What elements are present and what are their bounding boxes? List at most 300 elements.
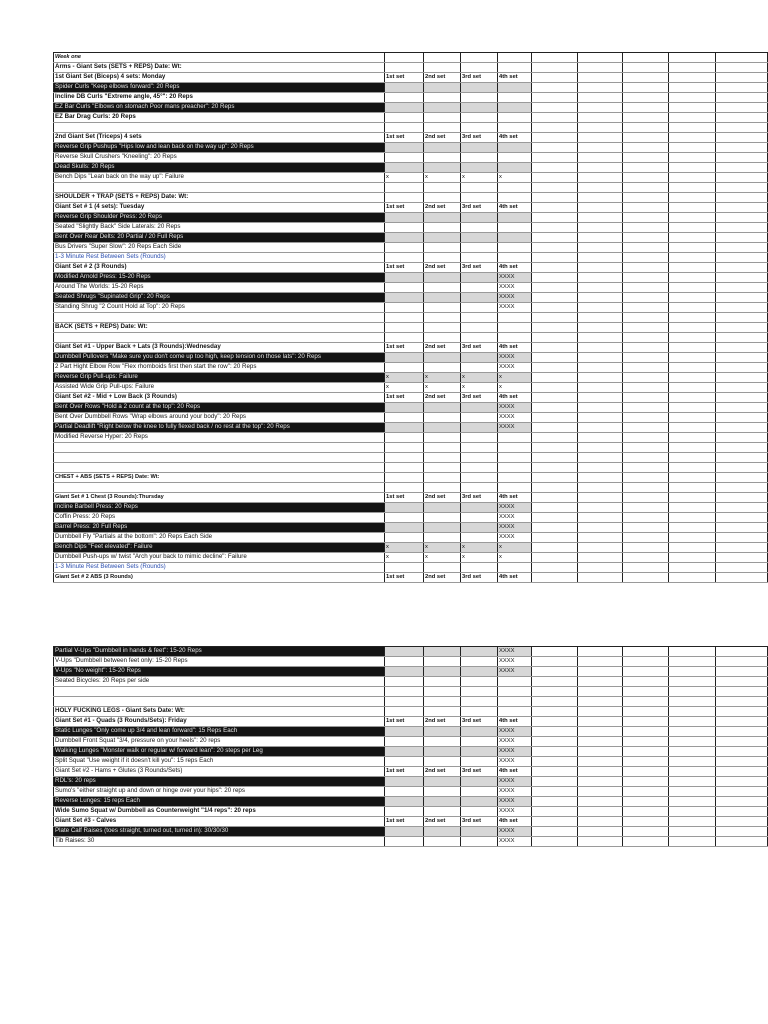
exercise-label: Reverse Grip Shoulder Press: 20 Reps <box>54 213 385 223</box>
set-cell-3 <box>461 533 498 543</box>
set-cell-1: x <box>385 543 424 553</box>
set-cell-4: XXXX <box>498 403 532 413</box>
exercise-label <box>54 697 385 707</box>
set-cell-2: 2nd set <box>424 263 461 273</box>
extra-cell <box>532 453 578 463</box>
extra-cell <box>716 303 768 313</box>
set-cell-4: XXXX <box>498 797 532 807</box>
set-cell-4: XXXX <box>498 533 532 543</box>
set-cell-1 <box>385 707 424 717</box>
exercise-label <box>54 333 385 343</box>
extra-cell <box>623 53 669 63</box>
set-cell-2 <box>424 53 461 63</box>
extra-cell <box>578 657 623 667</box>
extra-cell <box>669 697 716 707</box>
extra-cell <box>669 413 716 423</box>
table-row <box>54 757 768 767</box>
table-row <box>54 243 768 253</box>
set-cell-4: XXXX <box>498 757 532 767</box>
extra-cell <box>532 727 578 737</box>
extra-cell <box>669 433 716 443</box>
extra-cell <box>578 233 623 243</box>
extra-cell <box>716 837 768 847</box>
set-cell-2: 2nd set <box>424 133 461 143</box>
set-cell-3 <box>461 313 498 323</box>
table-row <box>54 657 768 667</box>
set-cell-1 <box>385 737 424 747</box>
set-cell-4: XXXX <box>498 283 532 293</box>
extra-cell <box>532 657 578 667</box>
extra-cell <box>532 113 578 123</box>
extra-cell <box>716 143 768 153</box>
exercise-label: Seated "Slightly Back" Side Laterals: 20 Reps <box>54 223 385 233</box>
extra-cell <box>578 543 623 553</box>
extra-cell <box>578 83 623 93</box>
extra-cell <box>716 413 768 423</box>
set-cell-2: 2nd set <box>424 343 461 353</box>
set-cell-3 <box>461 647 498 657</box>
extra-cell <box>716 523 768 533</box>
extra-cell <box>716 383 768 393</box>
extra-cell <box>716 827 768 837</box>
extra-cell <box>532 443 578 453</box>
extra-cell <box>623 563 669 573</box>
set-cell-1 <box>385 153 424 163</box>
set-cell-3: 3rd set <box>461 263 498 273</box>
table-row <box>54 697 768 707</box>
extra-cell <box>532 223 578 233</box>
extra-cell <box>669 503 716 513</box>
set-cell-4 <box>498 233 532 243</box>
extra-cell <box>578 363 623 373</box>
set-cell-3 <box>461 423 498 433</box>
set-cell-2 <box>424 463 461 473</box>
set-cell-4: XXXX <box>498 667 532 677</box>
extra-cell <box>623 697 669 707</box>
exercise-label: Split Squat "Use weight if it doesn't kill you": 15 reps Each <box>54 757 385 767</box>
set-cell-1 <box>385 563 424 573</box>
extra-cell <box>532 263 578 273</box>
exercise-label: Standing Shrug "2 Count Hold at Top": 20 Reps <box>54 303 385 313</box>
extra-cell <box>716 677 768 687</box>
set-cell-2 <box>424 63 461 73</box>
table-row <box>54 767 768 777</box>
extra-cell <box>623 283 669 293</box>
extra-cell <box>716 203 768 213</box>
set-cell-2: 2nd set <box>424 203 461 213</box>
set-cell-4: XXXX <box>498 413 532 423</box>
set-cell-4 <box>498 443 532 453</box>
exercise-label: 2nd Giant Set (Triceps) 4 sets <box>54 133 385 143</box>
exercise-label: V-Ups "Dumbbell between feet only: 15-20 Reps <box>54 657 385 667</box>
set-cell-1 <box>385 323 424 333</box>
set-cell-1 <box>385 687 424 697</box>
set-cell-4: XXXX <box>498 837 532 847</box>
table-row <box>54 173 768 183</box>
set-cell-4: 4th set <box>498 73 532 83</box>
extra-cell <box>623 83 669 93</box>
exercise-label: Dumbbell Front Squat "3/4, pressure on your heels": 20 reps <box>54 737 385 747</box>
extra-cell <box>578 103 623 113</box>
set-cell-3: 3rd set <box>461 73 498 83</box>
set-cell-1: 1st set <box>385 133 424 143</box>
table-row <box>54 163 768 173</box>
exercise-label: Modified Arnold Press: 15-20 Reps <box>54 273 385 283</box>
extra-cell <box>532 523 578 533</box>
table-row <box>54 737 768 747</box>
exercise-label: Dumbbell Fly "Partials at the bottom": 20 Reps Each Side <box>54 533 385 543</box>
extra-cell <box>578 223 623 233</box>
extra-cell <box>716 493 768 503</box>
extra-cell <box>623 273 669 283</box>
set-cell-4 <box>498 143 532 153</box>
extra-cell <box>716 707 768 717</box>
extra-cell <box>623 143 669 153</box>
set-cell-2 <box>424 523 461 533</box>
set-cell-3: 3rd set <box>461 343 498 353</box>
extra-cell <box>623 777 669 787</box>
extra-cell <box>669 493 716 503</box>
set-cell-4 <box>498 103 532 113</box>
extra-cell <box>532 697 578 707</box>
extra-cell <box>716 453 768 463</box>
extra-cell <box>716 563 768 573</box>
set-cell-2 <box>424 747 461 757</box>
exercise-label: Dumbbell Pullovers "Make sure you don't come up too high, keep tension on those lats": 20 Reps <box>54 353 385 363</box>
set-cell-4: x <box>498 543 532 553</box>
extra-cell <box>623 807 669 817</box>
set-cell-1 <box>385 483 424 493</box>
set-cell-3: x <box>461 383 498 393</box>
set-cell-3 <box>461 333 498 343</box>
extra-cell <box>623 103 669 113</box>
extra-cell <box>716 787 768 797</box>
extra-cell <box>578 433 623 443</box>
set-cell-1 <box>385 163 424 173</box>
set-cell-2 <box>424 163 461 173</box>
extra-cell <box>716 403 768 413</box>
extra-cell <box>716 243 768 253</box>
exercise-label: BACK (SETS + REPS) Date: Wt: <box>54 323 385 333</box>
table-row <box>54 677 768 687</box>
table-row <box>54 83 768 93</box>
extra-cell <box>669 123 716 133</box>
set-cell-2 <box>424 837 461 847</box>
set-cell-4 <box>498 223 532 233</box>
extra-cell <box>669 163 716 173</box>
extra-cell <box>623 797 669 807</box>
extra-cell <box>578 483 623 493</box>
set-cell-2 <box>424 533 461 543</box>
set-cell-4: 4th set <box>498 573 532 583</box>
exercise-label: Giant Set #2 - Hams + Glutes (3 Rounds/Sets) <box>54 767 385 777</box>
exercise-label: Giant Set # 2 (3 Rounds) <box>54 263 385 273</box>
set-cell-3: x <box>461 553 498 563</box>
exercise-label <box>54 463 385 473</box>
extra-cell <box>532 373 578 383</box>
set-cell-3 <box>461 353 498 363</box>
extra-cell <box>669 233 716 243</box>
set-cell-3 <box>461 293 498 303</box>
extra-cell <box>669 263 716 273</box>
set-cell-1: 1st set <box>385 817 424 827</box>
set-cell-4: 4th set <box>498 203 532 213</box>
set-cell-4: XXXX <box>498 737 532 747</box>
table-row <box>54 123 768 133</box>
extra-cell <box>623 373 669 383</box>
extra-cell <box>532 807 578 817</box>
set-cell-1: 1st set <box>385 73 424 83</box>
extra-cell <box>716 533 768 543</box>
exercise-label: Bent Over Rows "Hold a 2 count at the top": 20 Reps <box>54 403 385 413</box>
set-cell-3 <box>461 323 498 333</box>
extra-cell <box>532 103 578 113</box>
extra-cell <box>716 393 768 403</box>
extra-cell <box>532 707 578 717</box>
exercise-label: Reverse Skull Crushers "Kneeling": 20 Reps <box>54 153 385 163</box>
set-cell-2 <box>424 433 461 443</box>
extra-cell <box>532 463 578 473</box>
extra-cell <box>669 353 716 363</box>
set-cell-1 <box>385 807 424 817</box>
extra-cell <box>716 687 768 697</box>
set-cell-3: 3rd set <box>461 393 498 403</box>
set-cell-2: 2nd set <box>424 73 461 83</box>
extra-cell <box>578 797 623 807</box>
extra-cell <box>716 483 768 493</box>
extra-cell <box>578 343 623 353</box>
set-cell-1 <box>385 727 424 737</box>
extra-cell <box>578 123 623 133</box>
extra-cell <box>532 143 578 153</box>
exercise-label: HOLY FUCKING LEGS - Giant Sets Date: Wt: <box>54 707 385 717</box>
set-cell-3: x <box>461 373 498 383</box>
extra-cell <box>578 323 623 333</box>
extra-cell <box>532 423 578 433</box>
extra-cell <box>578 293 623 303</box>
extra-cell <box>532 133 578 143</box>
workout-sheet-week-one <box>53 52 768 583</box>
extra-cell <box>716 767 768 777</box>
set-cell-4 <box>498 483 532 493</box>
set-cell-2 <box>424 757 461 767</box>
set-cell-2 <box>424 423 461 433</box>
extra-cell <box>716 513 768 523</box>
table-row <box>54 747 768 757</box>
extra-cell <box>669 403 716 413</box>
extra-cell <box>623 413 669 423</box>
extra-cell <box>623 687 669 697</box>
extra-cell <box>578 707 623 717</box>
set-cell-1: 1st set <box>385 573 424 583</box>
extra-cell <box>578 553 623 563</box>
extra-cell <box>669 777 716 787</box>
table-row <box>54 787 768 797</box>
extra-cell <box>669 113 716 123</box>
set-cell-2 <box>424 513 461 523</box>
extra-cell <box>532 757 578 767</box>
extra-cell <box>578 443 623 453</box>
set-cell-3 <box>461 737 498 747</box>
extra-cell <box>716 807 768 817</box>
set-cell-1 <box>385 83 424 93</box>
extra-cell <box>716 73 768 83</box>
exercise-label: 1-3 Minute Rest Between Sets (Rounds) <box>54 563 385 573</box>
extra-cell <box>578 513 623 523</box>
set-cell-4: XXXX <box>498 353 532 363</box>
set-cell-1 <box>385 353 424 363</box>
extra-cell <box>623 303 669 313</box>
extra-cell <box>669 807 716 817</box>
set-cell-2 <box>424 223 461 233</box>
extra-cell <box>578 213 623 223</box>
extra-cell <box>669 193 716 203</box>
set-cell-4: XXXX <box>498 727 532 737</box>
extra-cell <box>716 83 768 93</box>
table-row <box>54 423 768 433</box>
set-cell-2 <box>424 353 461 363</box>
extra-cell <box>532 243 578 253</box>
extra-cell <box>669 83 716 93</box>
exercise-label <box>54 313 385 323</box>
set-cell-4: x <box>498 383 532 393</box>
extra-cell <box>578 373 623 383</box>
exercise-label: Arms - Giant Sets (SETS + REPS) Date: Wt: <box>54 63 385 73</box>
set-cell-2 <box>424 667 461 677</box>
set-cell-1 <box>385 273 424 283</box>
workout-sheet-continued <box>53 646 768 847</box>
set-cell-3 <box>461 523 498 533</box>
extra-cell <box>716 343 768 353</box>
table-row <box>54 413 768 423</box>
exercise-label: Bench Dips "Feet elevated": Failure <box>54 543 385 553</box>
extra-cell <box>578 93 623 103</box>
extra-cell <box>669 677 716 687</box>
extra-cell <box>578 303 623 313</box>
set-cell-1 <box>385 777 424 787</box>
set-cell-1 <box>385 523 424 533</box>
set-cell-4: XXXX <box>498 523 532 533</box>
extra-cell <box>669 293 716 303</box>
set-cell-1 <box>385 797 424 807</box>
set-cell-4 <box>498 453 532 463</box>
set-cell-3: 3rd set <box>461 817 498 827</box>
exercise-label <box>54 183 385 193</box>
exercise-label: EZ Bar Curls "Elbows on stomach Poor mans preacher": 20 Reps <box>54 103 385 113</box>
extra-cell <box>623 523 669 533</box>
extra-cell <box>669 473 716 483</box>
set-cell-4: XXXX <box>498 293 532 303</box>
extra-cell <box>532 353 578 363</box>
set-cell-2 <box>424 253 461 263</box>
extra-cell <box>623 233 669 243</box>
set-cell-4: 4th set <box>498 767 532 777</box>
exercise-label: Giant Set # 1 Chest (3 Rounds):Thursday <box>54 493 385 503</box>
extra-cell <box>669 243 716 253</box>
extra-cell <box>623 573 669 583</box>
extra-cell <box>716 423 768 433</box>
extra-cell <box>578 757 623 767</box>
extra-cell <box>669 133 716 143</box>
set-cell-2 <box>424 233 461 243</box>
extra-cell <box>623 513 669 523</box>
set-cell-2 <box>424 113 461 123</box>
extra-cell <box>669 153 716 163</box>
set-cell-4: XXXX <box>498 273 532 283</box>
extra-cell <box>716 223 768 233</box>
extra-cell <box>669 73 716 83</box>
set-cell-4: XXXX <box>498 423 532 433</box>
extra-cell <box>578 283 623 293</box>
table-row <box>54 493 768 503</box>
set-cell-1 <box>385 143 424 153</box>
table-row <box>54 403 768 413</box>
set-cell-1 <box>385 253 424 263</box>
extra-cell <box>716 747 768 757</box>
set-cell-3 <box>461 223 498 233</box>
set-cell-3 <box>461 183 498 193</box>
extra-cell <box>578 573 623 583</box>
extra-cell <box>578 787 623 797</box>
table-row <box>54 817 768 827</box>
exercise-label: Partial Deadlift "Right below the knee to fully flexed back / no rest at the top": 20 Reps <box>54 423 385 433</box>
set-cell-1 <box>385 103 424 113</box>
extra-cell <box>669 483 716 493</box>
extra-cell <box>716 173 768 183</box>
set-cell-2 <box>424 153 461 163</box>
extra-cell <box>669 573 716 583</box>
exercise-label <box>54 687 385 697</box>
table-row <box>54 363 768 373</box>
set-cell-2 <box>424 303 461 313</box>
set-cell-2: x <box>424 553 461 563</box>
set-cell-3: 3rd set <box>461 203 498 213</box>
table-row <box>54 253 768 263</box>
table-row <box>54 483 768 493</box>
extra-cell <box>716 293 768 303</box>
extra-cell <box>716 283 768 293</box>
exercise-label: Dead Skulls: 20 Reps <box>54 163 385 173</box>
exercise-label: Barrel Press: 20 Full Reps <box>54 523 385 533</box>
extra-cell <box>578 807 623 817</box>
table-row <box>54 503 768 513</box>
set-cell-3 <box>461 193 498 203</box>
extra-cell <box>623 363 669 373</box>
set-cell-3 <box>461 113 498 123</box>
set-cell-2 <box>424 313 461 323</box>
extra-cell <box>623 173 669 183</box>
set-cell-4 <box>498 153 532 163</box>
extra-cell <box>669 797 716 807</box>
extra-cell <box>532 93 578 103</box>
set-cell-2 <box>424 737 461 747</box>
extra-cell <box>716 333 768 343</box>
extra-cell <box>532 827 578 837</box>
extra-cell <box>532 393 578 403</box>
table-row <box>54 323 768 333</box>
extra-cell <box>716 163 768 173</box>
set-cell-1 <box>385 463 424 473</box>
exercise-label <box>54 443 385 453</box>
set-cell-4 <box>498 463 532 473</box>
table-row <box>54 513 768 523</box>
set-cell-2 <box>424 413 461 423</box>
exercise-label: Sumo's "either straight up and down or hinge over your hips": 20 reps <box>54 787 385 797</box>
set-cell-2: x <box>424 173 461 183</box>
table-row <box>54 667 768 677</box>
set-cell-2: 2nd set <box>424 767 461 777</box>
set-cell-1 <box>385 657 424 667</box>
